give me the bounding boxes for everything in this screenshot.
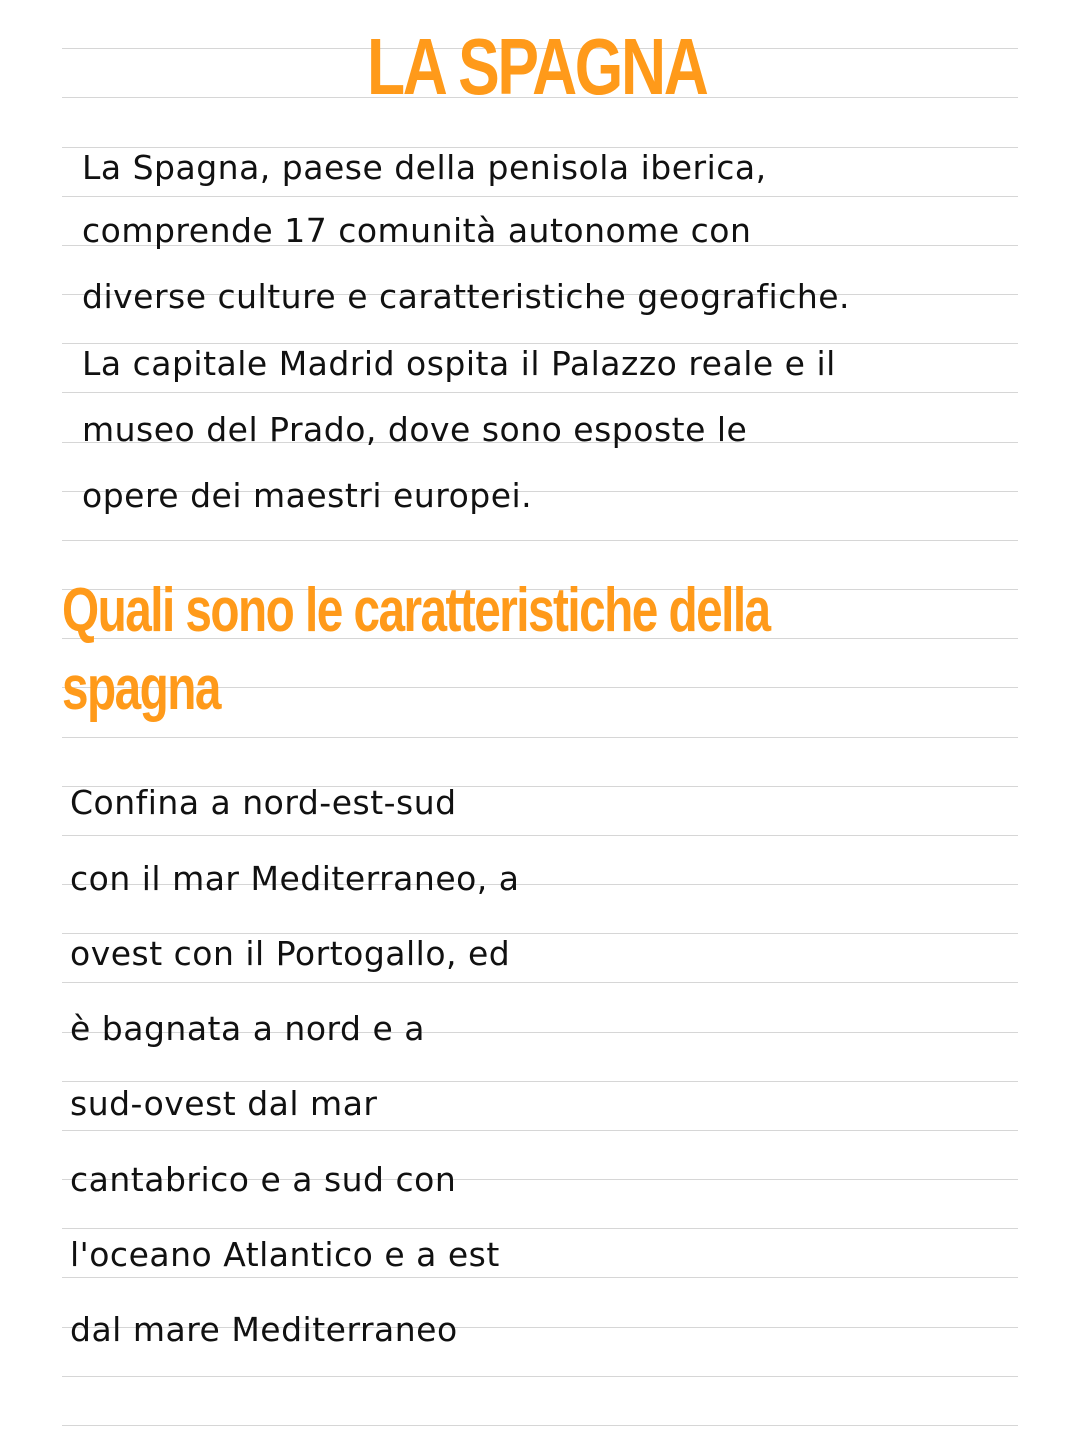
body-line-6: cantabrico e a sud con bbox=[70, 1160, 457, 1199]
intro-line-2: comprende 17 comunità autonome con bbox=[82, 211, 752, 250]
ruled-line bbox=[62, 1081, 1018, 1082]
ruled-line bbox=[62, 737, 1018, 738]
ruled-line bbox=[62, 1228, 1018, 1229]
body-line-1: Confina a nord-est-sud bbox=[70, 783, 457, 822]
ruled-line bbox=[62, 1277, 1018, 1278]
ruled-line bbox=[62, 392, 1018, 393]
section-heading-line-1: Quali sono le caratteristiche della bbox=[62, 576, 770, 645]
section-heading bbox=[62, 572, 1017, 728]
ruled-line bbox=[62, 1130, 1018, 1131]
intro-line-3: diverse culture e caratteristiche geografiche. bbox=[82, 277, 851, 316]
body-line-5: sud-ovest dal mar bbox=[70, 1084, 378, 1123]
intro-line-1: La Spagna, paese della penisola iberica, bbox=[82, 148, 767, 187]
intro-line-6: opere dei maestri europei. bbox=[82, 476, 533, 515]
body-line-2: con il mar Mediterraneo, a bbox=[70, 859, 520, 898]
ruled-line bbox=[62, 835, 1018, 836]
intro-line-4: La capitale Madrid ospita il Palazzo reale e il bbox=[82, 344, 836, 383]
body-line-8: dal mare Mediterraneo bbox=[70, 1310, 458, 1349]
intro-line-5: museo del Prado, dove sono esposte le bbox=[82, 410, 748, 449]
ruled-line bbox=[62, 1376, 1018, 1377]
body-line-7: l'oceano Atlantico e a est bbox=[70, 1235, 500, 1274]
body-line-4: è bagnata a nord e a bbox=[70, 1009, 425, 1048]
body-line-3: ovest con il Portogallo, ed bbox=[70, 934, 511, 973]
page-title: LA SPAGNA bbox=[366, 22, 707, 111]
ruled-line bbox=[62, 982, 1018, 983]
section-heading-line-2: spagna bbox=[62, 654, 220, 723]
ruled-line bbox=[62, 540, 1018, 541]
ruled-line bbox=[62, 1425, 1018, 1426]
ruled-line bbox=[62, 196, 1018, 197]
